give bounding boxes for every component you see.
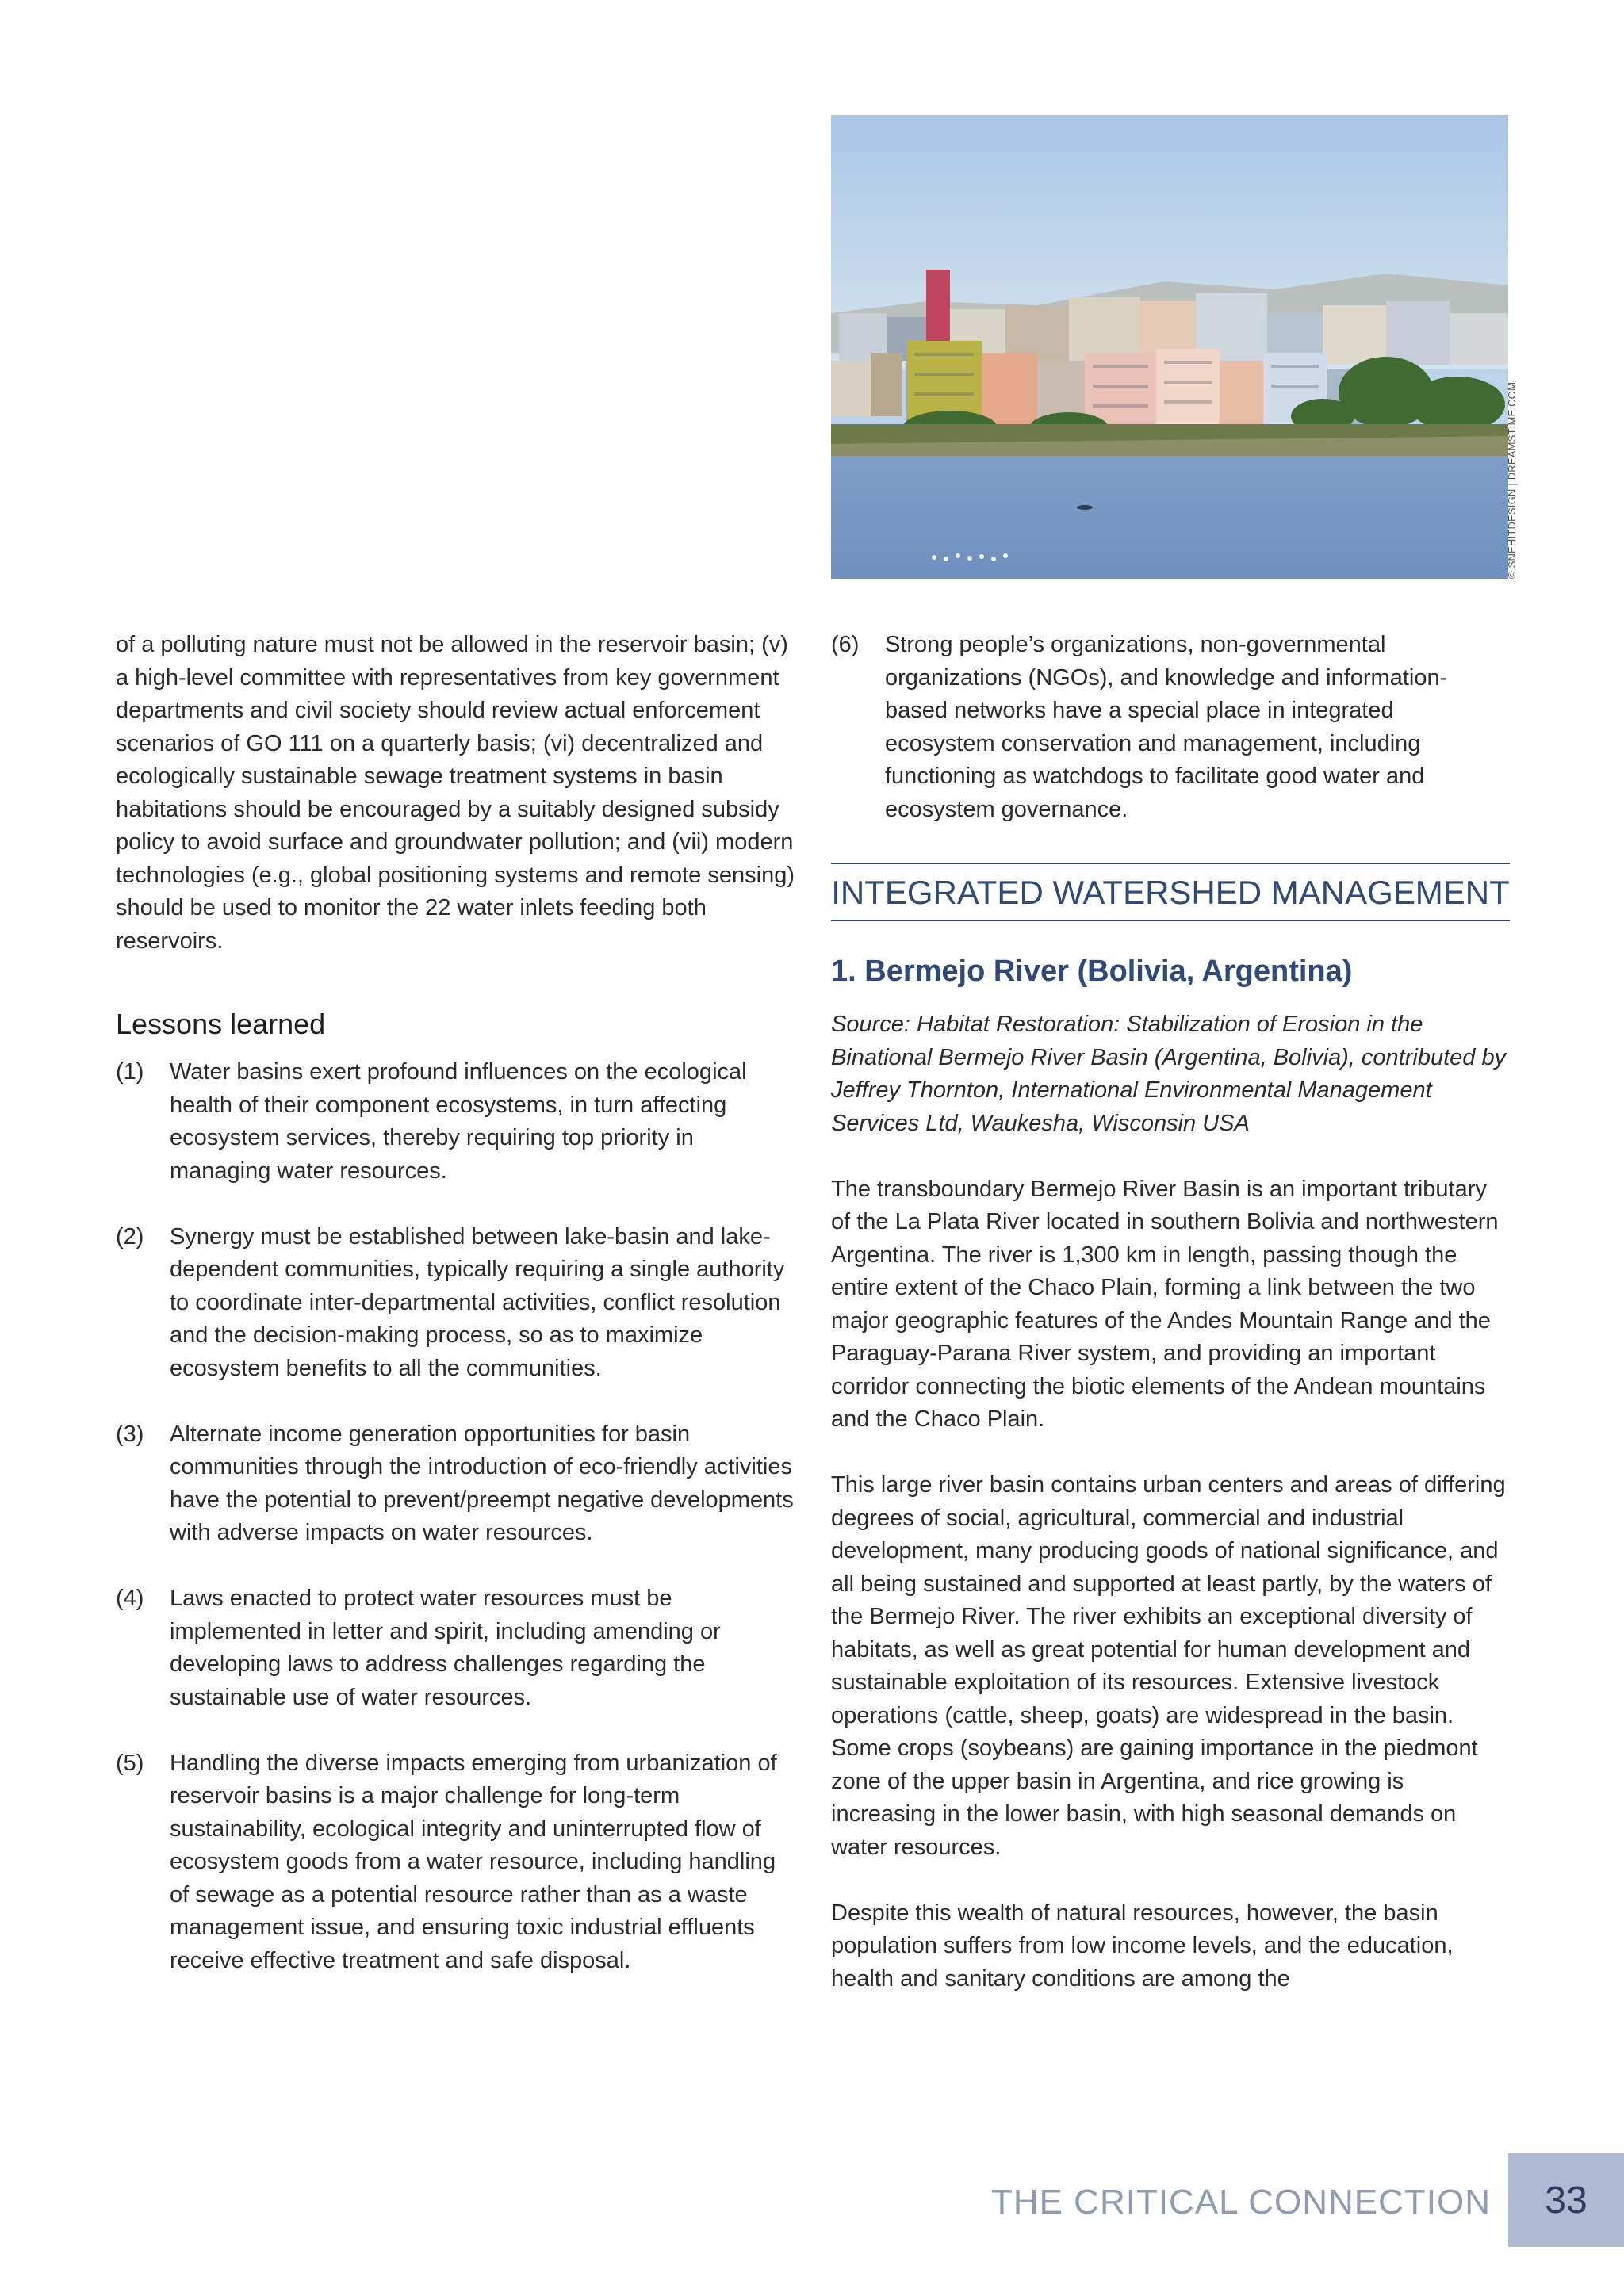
lessons-heading: Lessons learned	[116, 1008, 326, 1040]
body-paragraph: This large river basin contains urban centers and areas of differing degrees of social, agricultural, commercial and industrial development, many producing goods of national significance, and all being sustained and supported at least partly, by the waters of the Bermejo River. The river exhibits an exceptional diversity of habitats, as well as great potential for human development and sustainable exploitation of its resources. Extensive livestock operations (cattle, sheep, goats) are widespread in the basin. Some crops (soybeans) are gaining importance in the piedmont zone of the upper basin in Argentina, and rice growing is increasing in the lower basin, with high seasonal demands on water resources.	[831, 1472, 1506, 1860]
lesson-text: Strong people’s organizations, non-governmental organizations (NGOs), and knowledge and information-based networks have a special place in integrated ecosystem conservation and management, including functioning as watchdogs to facilitate good water and ecosystem governance.	[885, 632, 1448, 822]
lesson-text: Handling the diverse impacts emerging from urbanization of reservoir basins is a major challenge for long-term sustainability, ecological integrity and uninterrupted flow of ecosystem goods from a water resource, including handling of sewage as a potential resource rather than as a waste management issue, and ensuring toxic industrial effluents receive effective treatment and safe disposal.	[170, 1750, 777, 1973]
source-citation: Source: Habitat Restoration: Stabilization of Erosion in the Binational Bermejo River Basin (Argentina, Bolivia), contributed by Jeffrey Thornton, International Environmental Management Services Ltd, Waukesha, Wisconsin USA	[831, 1012, 1507, 1136]
right-column	[831, 629, 1510, 1996]
lesson-number: (3)	[116, 1421, 144, 1447]
publication-title: THE CRITICAL CONNECTION	[990, 2183, 1491, 2221]
section-heading: INTEGRATED WATERSHED MANAGEMENT	[831, 863, 1510, 921]
lesson-item	[116, 1582, 798, 1714]
lesson-item	[831, 629, 1510, 826]
lesson-item	[116, 1221, 798, 1386]
lesson-text: Alternate income generation opportunities for basin communities through the introduction of eco-friendly activities have the potential to prevent/preempt negative developments with adverse impacts on water resources.	[170, 1421, 794, 1545]
intro-paragraph: of a polluting nature must not be allowed in the reservoir basin; (v) a high-level committee with representatives from key government departments and civil society should review actual enforcement scenarios of GO 111 on a quarterly basis; (vi) decentralized and ecologically sustainable sewage treatment systems in basin habitations should be encouraged by a suitably designed subsidy policy to avoid surface and groundwater pollution; and (vii) modern technologies (e.g., global positioning systems and remote sensing) should be used to monitor the 22 water inlets feeding both reservoirs.	[116, 632, 795, 954]
lesson-number: (4)	[116, 1586, 144, 1611]
lesson-number: (6)	[831, 632, 860, 657]
body-paragraph: Despite this wealth of natural resources, however, the basin population suffers from low income levels, and the education, health and sanitary conditions are among the	[831, 1900, 1454, 1992]
body-paragraph: The transboundary Bermejo River Basin is an important tributary of the La Plata River located in southern Bolivia and northwestern Argentina. The river is 1,300 km in length, passing though the entire extent of the Chaco Plain, forming a link between the two major geographic features of the Andes Mountain Range and the Paraguay-Parana River system, and providing an important corridor connecting the biotic elements of the Andean mountains and the Chaco Plain.	[831, 1176, 1499, 1432]
lesson-number: (1)	[116, 1059, 144, 1085]
cityscape-lake-photo	[831, 115, 1508, 579]
subsection-heading: 1. Bermejo River (Bolivia, Argentina)	[831, 955, 1353, 988]
lesson-item	[116, 1056, 798, 1188]
lesson-number: (2)	[116, 1223, 144, 1249]
lesson-item	[116, 1747, 798, 1978]
lesson-text: Synergy must be established between lake-basin and lake-dependent communities, typically requiring a single authority to coordinate inter-departmental activities, conflict resolution and the decision-making process, so as to maximize ecosystem benefits to all the communities.	[170, 1223, 785, 1381]
lesson-text: Water basins exert profound influences on the ecological health of their component ecosystems, in turn affecting ecosystem services, thereby requiring top priority in managing water resources.	[170, 1059, 747, 1184]
page-number: 33	[1508, 2153, 1624, 2247]
left-column	[116, 629, 798, 2011]
lesson-text: Laws enacted to protect water resources must be implemented in letter and spirit, including amending or developing laws to address challenges regarding the sustainable use of water resources.	[170, 1586, 721, 1710]
photo-credit: © SNEHITDESIGN | DREAMSTIME.COM	[1506, 381, 1518, 579]
lesson-number: (5)	[116, 1750, 144, 1776]
lesson-item	[116, 1418, 798, 1550]
